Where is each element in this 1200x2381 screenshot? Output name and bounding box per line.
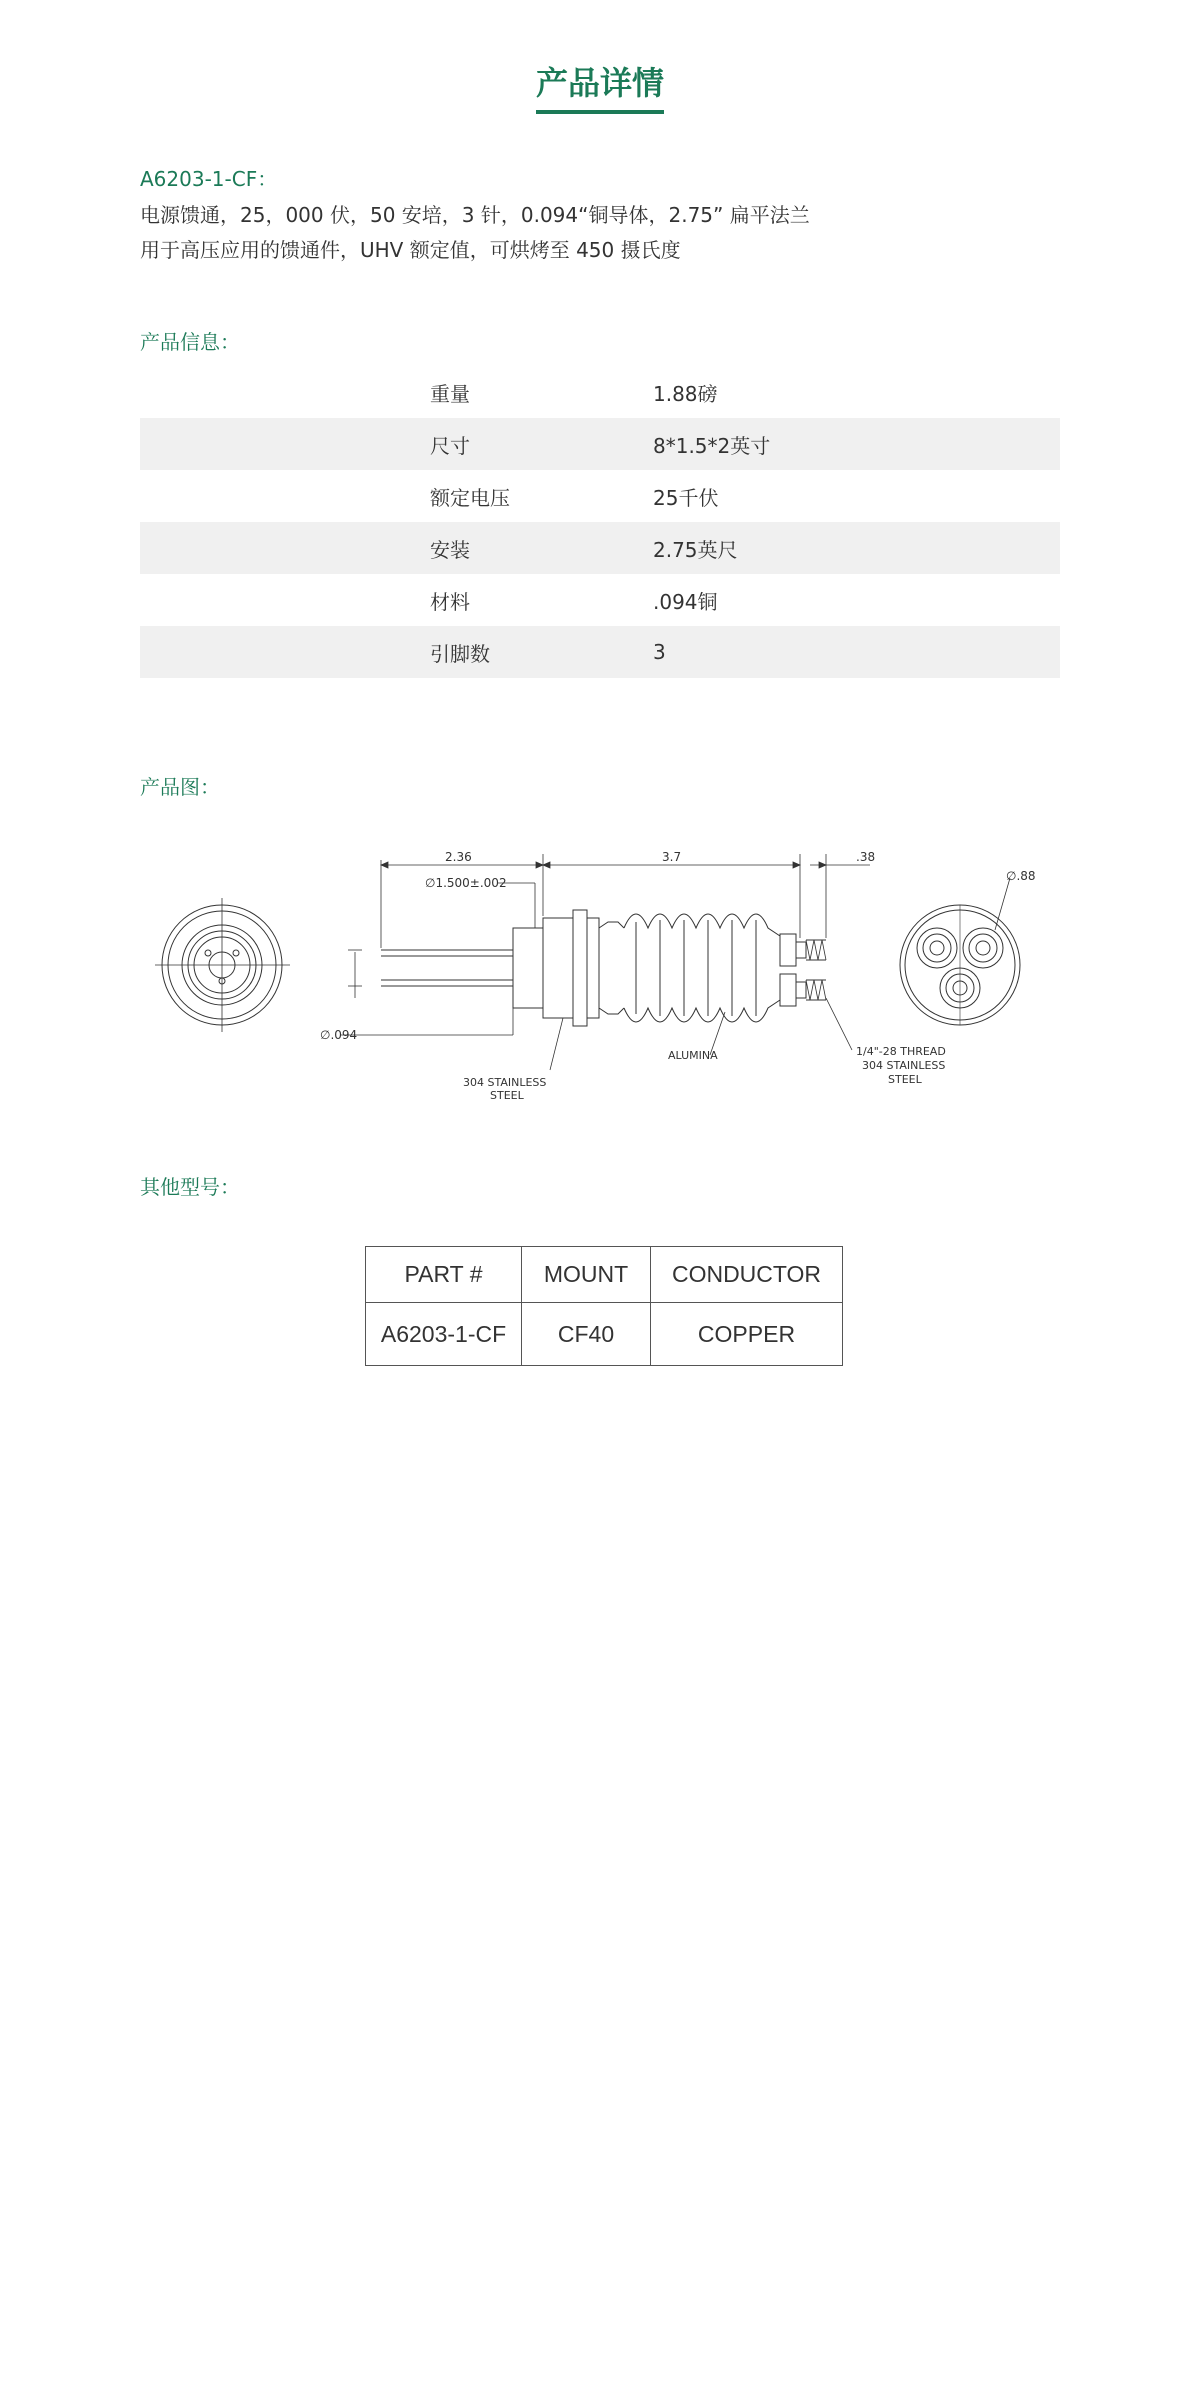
side-view <box>381 910 826 1026</box>
info-value: 8*1.5*2英寸 <box>653 433 771 458</box>
dim-label-3-7: 3.7 <box>662 850 682 864</box>
back-view <box>900 905 1020 1025</box>
info-key: 引脚数 <box>430 641 490 666</box>
front-view <box>155 898 290 1032</box>
column-header-conductor: CONDUCTOR <box>651 1247 843 1303</box>
dim-label-0-88: ∅.88 <box>1006 869 1036 883</box>
info-row <box>140 626 1060 678</box>
column-header-part: PART # <box>366 1247 522 1303</box>
info-key: 尺寸 <box>430 433 470 458</box>
dim-label-0-38: .38 <box>856 850 876 864</box>
label-stainless-2: STEEL <box>490 1089 524 1100</box>
cell-conductor: COPPER <box>651 1303 843 1366</box>
label-alumina: ALUMINA <box>668 1049 718 1062</box>
info-key: 安装 <box>430 537 470 562</box>
other-models-table <box>365 1246 843 1366</box>
page-title-text: 产品详情 <box>536 58 664 114</box>
table-header-row <box>366 1247 843 1303</box>
page-title <box>0 58 1200 114</box>
dim-label-2-36: 2.36 <box>445 850 472 864</box>
cell-part: A6203-1-CF <box>366 1303 522 1366</box>
info-value: 1.88磅 <box>653 381 718 406</box>
info-row <box>140 522 1060 574</box>
dim-label-1-500: ∅1.500±.002 <box>425 876 507 890</box>
column-header-mount: MOUNT <box>522 1247 651 1303</box>
info-row <box>140 574 1060 626</box>
info-value: 25千伏 <box>653 485 719 510</box>
info-value: 2.75英尺 <box>653 537 738 562</box>
info-row <box>140 418 1060 470</box>
section-heading-drawing: 产品图： <box>140 775 220 799</box>
dim-label-0-094: ∅.094 <box>320 1028 358 1042</box>
label-thread-3: STEEL <box>888 1073 922 1086</box>
table-row <box>366 1303 843 1366</box>
section-heading-other-models: 其他型号： <box>140 1175 240 1199</box>
info-key: 额定电压 <box>430 485 510 510</box>
label-thread-2: 304 STAINLESS <box>862 1059 946 1072</box>
info-row <box>140 366 1060 418</box>
product-technical-drawing <box>140 830 1060 1100</box>
product-model: A6203-1-CF： <box>140 167 278 191</box>
label-thread-1: 1/4"-28 THREAD <box>856 1045 946 1058</box>
info-row <box>140 470 1060 522</box>
info-key: 重量 <box>430 381 470 406</box>
info-value: .094铜 <box>653 589 718 614</box>
section-heading-info: 产品信息： <box>140 330 240 354</box>
info-key: 材料 <box>430 589 470 614</box>
product-info-table <box>140 366 1060 678</box>
product-description-line-2: 用于高压应用的馈通件，UHV 额定值，可烘烤至 450 摄氏度 <box>140 238 681 262</box>
label-stainless-1: 304 STAINLESS <box>463 1076 547 1089</box>
info-value: 3 <box>653 640 666 664</box>
cell-mount: CF40 <box>522 1303 651 1366</box>
product-description-line-1: 电源馈通，25，000 伏，50 安培，3 针，0.094“铜导体，2.75” 扁平法兰 <box>140 203 810 227</box>
